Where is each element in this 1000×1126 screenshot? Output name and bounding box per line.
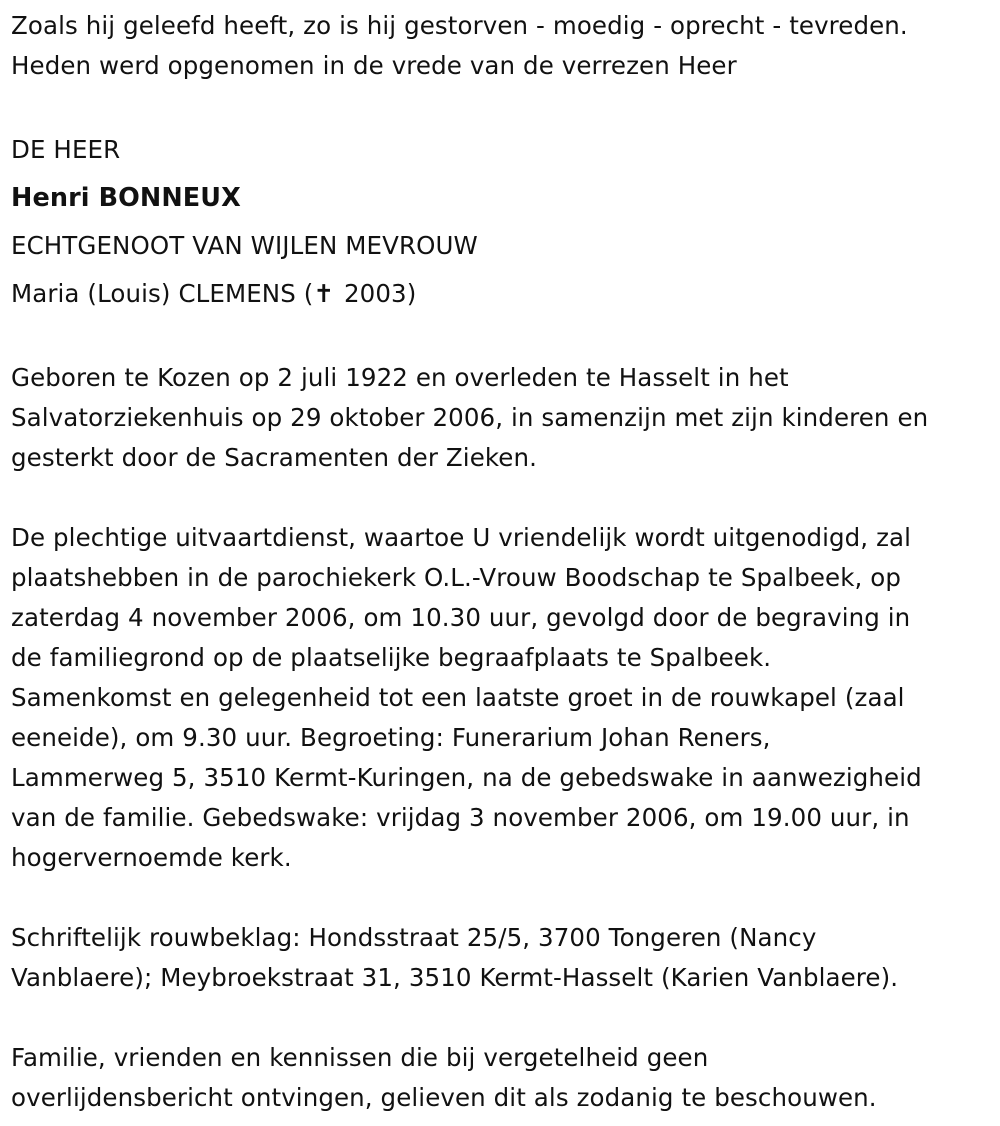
intro-line-1: Zoals hij geleefd heeft, zo is hij gestorven - moedig - oprecht - tevreden. xyxy=(11,11,908,40)
funeral-line-9: hogervernoemde kerk. xyxy=(11,843,292,872)
funeral-line-7: Lammerweg 5, 3510 Kermt-Kuringen, na de gebedswake in aanwezigheid xyxy=(11,763,922,792)
spouse-death-year: 2003) xyxy=(336,279,417,308)
condolence-paragraph xyxy=(11,918,1000,998)
birth-line-3: gesterkt door de Sacramenten der Zieken. xyxy=(11,443,537,472)
spacer xyxy=(11,878,1000,918)
funeral-line-8: van de familie. Gebedswake: vrijdag 3 november 2006, om 19.00 uur, in xyxy=(11,803,910,832)
intro-paragraph xyxy=(11,6,1000,86)
spouse-relation: ECHTGENOOT VAN WIJLEN MEVROUW xyxy=(11,231,478,260)
closing-line-1: Familie, vrienden en kennissen die bij vergetelheid geen xyxy=(11,1043,709,1072)
honorific: DE HEER xyxy=(11,135,121,164)
closing-line-2: overlijdensbericht ontvingen, gelieven dit als zodanig te beschouwen. xyxy=(11,1083,877,1112)
funeral-line-2: plaatshebben in de parochiekerk O.L.-Vrouw Boodschap te Spalbeek, op xyxy=(11,563,901,592)
deceased-name: Henri BONNEUX xyxy=(11,183,241,213)
spouse-name xyxy=(11,270,1000,318)
funeral-paragraph xyxy=(11,518,1000,878)
funeral-line-5: Samenkomst en gelegenheid tot een laatste groet in de rouwkapel (zaal xyxy=(11,683,905,712)
intro-line-2: Heden werd opgenomen in de vrede van de verrezen Heer xyxy=(11,51,737,80)
spacer xyxy=(11,86,1000,126)
condolence-line-1: Schriftelijk rouwbeklag: Hondsstraat 25/5, 3700 Tongeren (Nancy xyxy=(11,923,817,952)
birth-line-2: Salvatorziekenhuis op 29 oktober 2006, in samenzijn met zijn kinderen en xyxy=(11,403,929,432)
funeral-line-6: eeneide), om 9.30 uur. Begroeting: Funerarium Johan Reners, xyxy=(11,723,771,752)
funeral-line-1: De plechtige uitvaartdienst, waartoe U vriendelijk wordt uitgenodigd, zal xyxy=(11,523,912,552)
spouse-name-text: Maria (Louis) CLEMENS ( xyxy=(11,279,314,308)
spacer xyxy=(11,318,1000,358)
funeral-line-4: de familiegrond op de plaatselijke begraafplaats te Spalbeek. xyxy=(11,643,772,672)
birth-line-1: Geboren te Kozen op 2 juli 1922 en overleden te Hasselt in het xyxy=(11,363,789,392)
condolence-line-2: Vanblaere); Meybroekstraat 31, 3510 Kermt-Hasselt (Karien Vanblaere). xyxy=(11,963,899,992)
spacer xyxy=(11,478,1000,518)
cross-icon: ✝ xyxy=(313,279,335,308)
person-block xyxy=(11,126,1000,318)
spacer xyxy=(11,998,1000,1038)
birth-paragraph xyxy=(11,358,1000,478)
funeral-line-3: zaterdag 4 november 2006, om 10.30 uur, gevolgd door de begraving in xyxy=(11,603,911,632)
closing-paragraph xyxy=(11,1038,1000,1118)
